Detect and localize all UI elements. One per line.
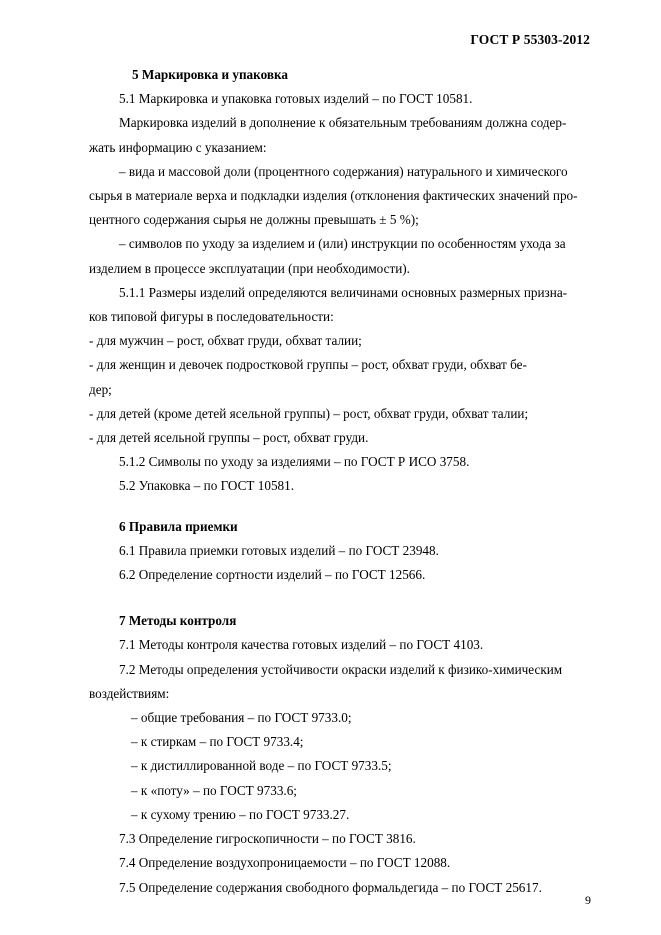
dash-item-washing: – к стиркам – по ГОСТ 9733.4; bbox=[131, 734, 304, 750]
dash-item-sweat: – к «поту» – по ГОСТ 9733.6; bbox=[131, 782, 297, 798]
paragraph-6-1: 6.1 Правила приемки готовых изделий – по ГОСТ 23948. bbox=[119, 542, 439, 558]
section-gap bbox=[89, 499, 589, 515]
dash-item-general: – общие требования – по ГОСТ 9733.0; bbox=[131, 710, 352, 726]
paragraph-marking-line1: Маркировка изделий в дополнение к обязательным требованиям должна содер- bbox=[119, 115, 567, 131]
list-item-infants: - для детей ясельной группы – рост, обхват груди. bbox=[89, 430, 369, 446]
paragraph-5-1-2: 5.1.2 Символы по уходу за изделиями – по ГОСТ Р ИСО 3758. bbox=[119, 454, 470, 470]
list-item-women-line1: - для женщин и девочек подростковой группы – рост, обхват груди, обхват бе- bbox=[89, 357, 527, 373]
paragraph-5-1: 5.1 Маркировка и упаковка готовых изделий – по ГОСТ 10581. bbox=[119, 91, 473, 107]
list-item-men: - для мужчин – рост, обхват груди, обхват талии; bbox=[89, 333, 362, 349]
paragraph-7-5: 7.5 Определение содержания свободного формальдегида – по ГОСТ 25617. bbox=[119, 879, 542, 895]
page-content bbox=[89, 63, 589, 900]
list-item-children: - для детей (кроме детей ясельной группы) – рост, обхват груди, обхват талии; bbox=[89, 405, 529, 421]
section-6-heading: 6 Правила приемки bbox=[119, 518, 238, 534]
section-5-heading: 5 Маркировка и упаковка bbox=[132, 67, 288, 82]
dash-item-dry-rubbing: – к сухому трению – по ГОСТ 9733.27. bbox=[131, 806, 350, 822]
bullet-care-line2: изделием в процессе эксплуатации (при необходимости). bbox=[89, 260, 410, 276]
bullet-fiber-line2: сырья в материале верха и подкладки изделия (отклонения фактических значений про- bbox=[89, 188, 578, 204]
paragraph-7-1: 7.1 Методы контроля качества готовых изделий – по ГОСТ 4103. bbox=[119, 637, 484, 653]
section-gap bbox=[89, 587, 589, 609]
bullet-care-line1: – символов по уходу за изделием и (или) инструкции по особенностям ухода за bbox=[119, 236, 566, 252]
section-7-heading: 7 Методы контроля bbox=[119, 613, 237, 629]
paragraph-marking-line2: жать информацию с указанием: bbox=[89, 139, 267, 155]
dash-item-distilled-water: – к дистиллированной воде – по ГОСТ 9733.5; bbox=[131, 758, 392, 774]
page-number: 9 bbox=[585, 893, 591, 907]
paragraph-5-2: 5.2 Упаковка – по ГОСТ 10581. bbox=[119, 478, 295, 494]
paragraph-6-2: 6.2 Определение сортности изделий – по ГОСТ 12566. bbox=[119, 567, 426, 583]
paragraph-7-2-line1: 7.2 Методы определения устойчивости окраски изделий к физико-химическим bbox=[119, 661, 563, 677]
paragraph-7-3: 7.3 Определение гигроскопичности – по ГОСТ 3816. bbox=[119, 831, 416, 847]
list-item-women-line2: дер; bbox=[89, 381, 112, 397]
paragraph-5-1-1-line2: ков типовой фигуры в последовательности: bbox=[89, 309, 334, 325]
document-header: ГОСТ Р 55303-2012 bbox=[470, 32, 590, 47]
paragraph-7-4: 7.4 Определение воздухопроницаемости – по ГОСТ 12088. bbox=[119, 855, 451, 871]
bullet-fiber-line1: – вида и массовой доли (процентного содержания) натурального и химического bbox=[119, 163, 568, 179]
paragraph-7-2-line2: воздействиям: bbox=[89, 685, 170, 701]
paragraph-5-1-1-line1: 5.1.1 Размеры изделий определяются величинами основных размерных призна- bbox=[119, 284, 568, 300]
bullet-fiber-line3: центного содержания сырья не должны превышать ± 5 %); bbox=[89, 212, 419, 228]
